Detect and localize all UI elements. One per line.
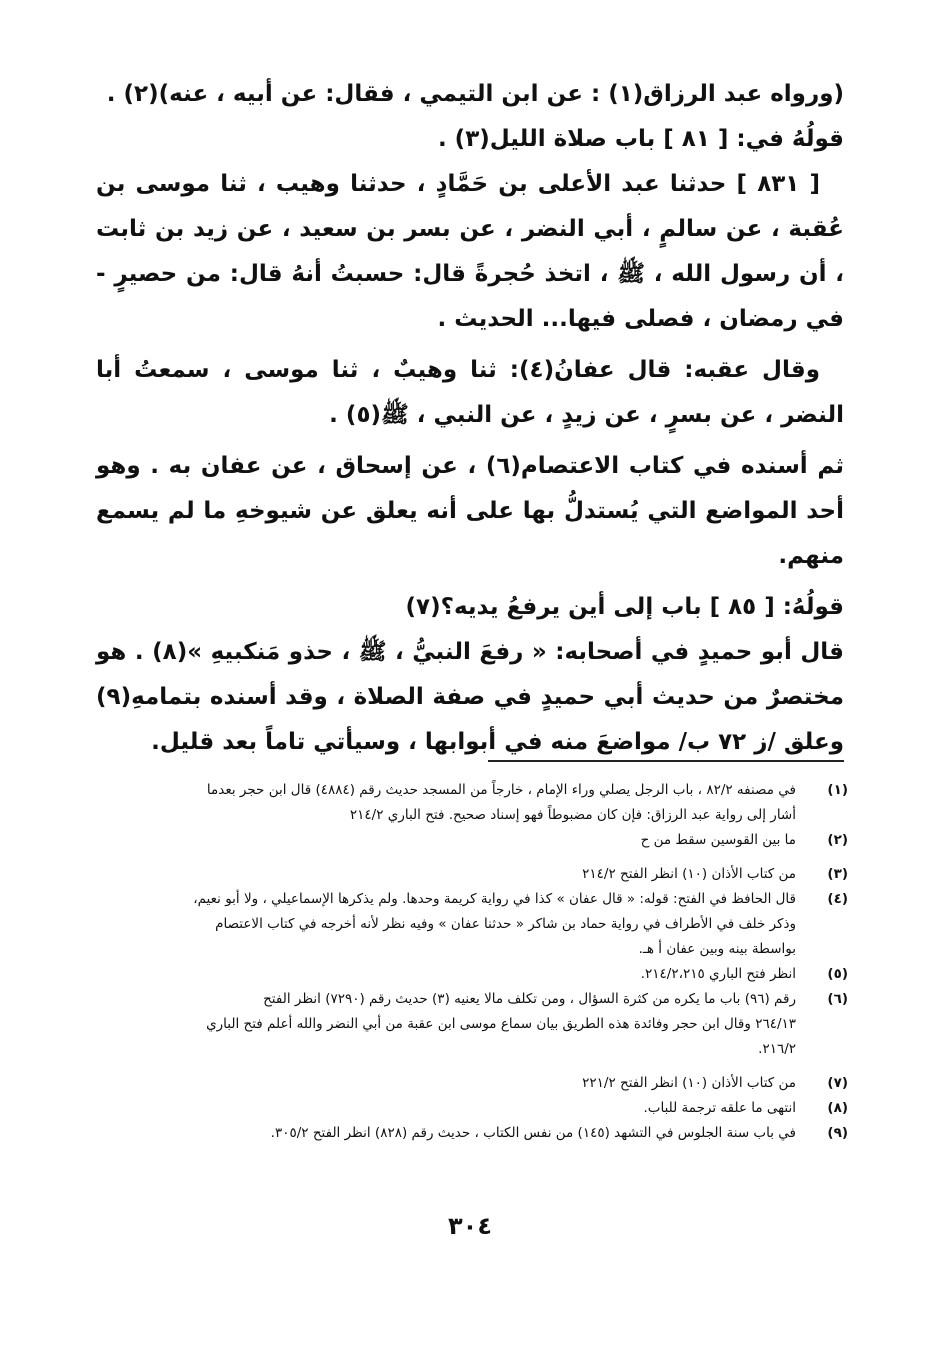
main-text — [96, 72, 844, 765]
footnote-number: (٤) — [827, 891, 848, 907]
footnote-number: (٩) — [827, 1125, 848, 1141]
footnote-line: رقم (٩٦) باب ما يكره من كثرة السؤال ، ومن تكلف مالا يعنيه (٣) حديث رقم (٧٢٩٠) انظر الفتح — [263, 991, 796, 1007]
footnote-line: وذكر خلف في الأطراف في رواية حماد بن شاكر « حدثنا عفان » وفيه نظر لأنه أخرجه في كتاب الاعتصام — [215, 916, 796, 932]
footnote-4 — [96, 887, 848, 962]
footnote-line: في باب سنة الجلوس في التشهد (١٤٥) من نفس الكتاب ، حديث رقم (٨٢٨) انظر الفتح ٣٠٥/٢. — [270, 1125, 796, 1141]
footnote-8 — [96, 1096, 848, 1121]
paragraph-riwayah: (ورواه عبد الرزاق(١) : عن ابن التيمي ، فقال: عن أبيه ، عنه)(٢) . — [106, 81, 844, 107]
footnote-line: في مصنفه ٨٢/٢ ، باب الرجل يصلي وراء الإمام ، خارجاً من المسجد حديث رقم (٤٨٨٤) قال ابن حجر بعدما — [206, 782, 796, 798]
footnote-1 — [96, 778, 848, 828]
footnote-text — [96, 1071, 796, 1096]
footnote-7 — [96, 1071, 848, 1096]
page-number: ٣٠٤ — [448, 1212, 492, 1240]
footnote-line: ما بين القوسين سقط من ح — [640, 832, 796, 848]
footnote-line: أشار إلى رواية عبد الرزاق: فإن كان مضبوطاً فهو إسناد صحيح. فتح الباري ٢١٤/٢ — [349, 807, 796, 823]
footnote-5 — [96, 962, 848, 987]
footnote-6 — [96, 987, 848, 1062]
paragraph-affan: وقال عقبه: قال عفانُ(٤): ثنا وهيبٌ ، ثنا موسى ، سمعتُ أبا النضر ، عن بسرٍ ، عن زيدٍ ، عن النبي ، ﷺ(٥) . — [96, 357, 844, 428]
footnote-divider — [488, 760, 844, 762]
footnote-text — [96, 1121, 796, 1146]
paragraph-isnad: ثم أسنده في كتاب الاعتصام(٦) ، عن إسحاق ، عن عفان به . وهو أحد المواضع التي يُستدلُّ بها على أنه يعلق عن شيوخهِ ما لم يسمع منهم. — [96, 453, 845, 569]
footnote-text — [96, 962, 796, 987]
footnote-3 — [96, 862, 848, 887]
footnote-text — [96, 987, 796, 1062]
footnote-text — [96, 887, 796, 962]
footnote-text — [96, 778, 796, 828]
chapter-heading-81: قولُهُ في: [ ٨١ ] باب صلاة الليل(٣) . — [437, 126, 844, 152]
footnote-text — [96, 1096, 796, 1121]
footnote-number: (٢) — [827, 832, 848, 848]
footnote-line: بواسطة بينه وبين عفان أ هـ. — [638, 941, 796, 957]
footnote-number: (٣) — [827, 866, 848, 882]
footnote-line: انظر فتح الباري ٢١٤/٢،٢١٥. — [640, 966, 796, 982]
footnote-number: (٨) — [827, 1100, 848, 1116]
footnotes — [96, 778, 848, 1146]
footnote-line: انتهى ما علقه ترجمة للباب. — [643, 1100, 796, 1116]
footnote-text — [96, 862, 796, 887]
footnote-2 — [96, 828, 848, 853]
chapter-heading-85: قولُهُ: [ ٨٥ ] باب إلى أين يرفعُ يديه؟(٧) — [405, 594, 844, 620]
footnote-number: (٦) — [827, 991, 848, 1007]
footnote-line: من كتاب الأذان (١٠) انظر الفتح ٢٢١/٢ — [582, 1075, 796, 1091]
footnote-number: (٥) — [827, 966, 848, 982]
paragraph-abu-humaid: قال أبو حميدٍ في أصحابه: « رفعَ النبيُّ ، ﷺ ، حذو مَنكبيهِ »(٨) . هو مختصرٌ من حديث أبي حميدٍ في صفة الصلاة ، وقد أسنده بتمامهِ(٩) وعلق /ز ٧٢ ب/ مواضعَ منه في أبوابها ، وسيأتي تاماً بعد قليل. — [96, 639, 844, 755]
footnote-text — [96, 828, 796, 853]
footnote-number: (١) — [827, 782, 848, 798]
footnote-line: من كتاب الأذان (١٠) انظر الفتح ٢١٤/٢ — [582, 866, 796, 882]
hadith-831: [ ٨٣١ ] حدثنا عبد الأعلى بن حَمَّادٍ ، حدثنا وهيب ، ثنا موسى بن عُقبة ، عن سالمٍ ، أبي النضر ، عن بسر بن سعيد ، عن زيد بن ثابت ، أن رسول الله ، ﷺ ، اتخذ حُجرةً قال: حسبتُ أنهُ قال: من حصيرٍ - في رمضان ، فصلى فيها... الحديث . — [96, 171, 844, 332]
footnote-line: قال الحافظ في الفتح: قوله: « قال عفان » كذا في رواية كريمة وحدها. ولم يذكرها الإسماعيلي ، ولا أبو نعيم، — [193, 891, 796, 907]
footnote-number: (٧) — [827, 1075, 848, 1091]
footnote-line: ٢١٦/٢. — [758, 1041, 796, 1057]
footnote-9 — [96, 1121, 848, 1146]
footnote-line: ٢٦٤/١٣ وقال ابن حجر وفائدة هذه الطريق بيان سماع موسى ابن عقبة من أبي النضر والله أعلم فتح الباري — [206, 1016, 796, 1032]
